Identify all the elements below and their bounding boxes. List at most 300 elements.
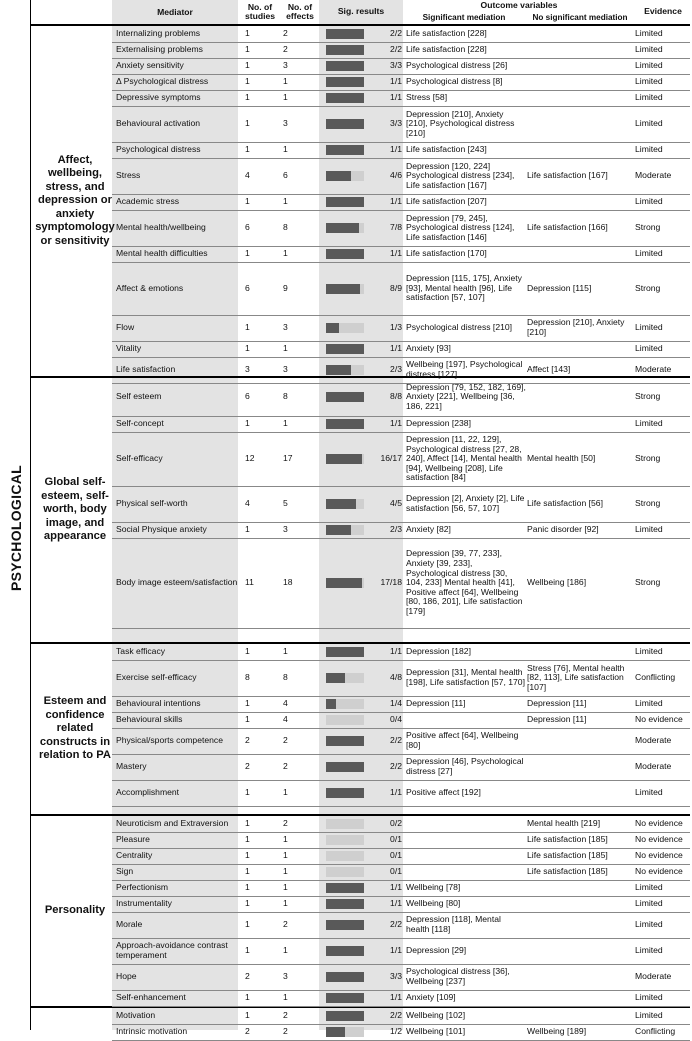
- sig-bar-cell: [326, 754, 366, 780]
- table-row: [112, 1024, 690, 1041]
- evidence-cell: Moderate: [635, 761, 672, 772]
- sig-bar: [326, 344, 364, 354]
- significant-cell: Depression [118], Mental health [118]: [406, 914, 501, 934]
- sig-bar: [326, 920, 364, 930]
- significant-cell: Life satisfaction [207]: [406, 196, 487, 207]
- sig-bar-fill: [326, 61, 364, 71]
- result-cell: 2/2: [390, 919, 402, 930]
- sig-bar: [326, 145, 364, 155]
- studies-cell: 1: [245, 992, 250, 1003]
- studies-cell: 1: [245, 919, 250, 930]
- sig-bar-fill: [326, 77, 364, 87]
- studies-cell: 1: [245, 28, 250, 39]
- effects-cell: 1: [283, 834, 288, 845]
- no-significant-cell: [527, 58, 634, 74]
- header-no-significant: No significant mediation: [532, 12, 628, 22]
- sig-bar: [326, 883, 364, 893]
- evidence-cell: Moderate: [635, 364, 672, 375]
- result-cell: 1/1: [390, 196, 402, 207]
- mediator-cell: Approach-avoidance contrast temperament: [116, 940, 228, 960]
- result-cell: 0/2: [390, 818, 402, 829]
- sig-bar: [326, 284, 364, 294]
- studies-cell: 1: [245, 646, 250, 657]
- table-row: [112, 644, 690, 661]
- effects-cell: 2: [283, 28, 288, 39]
- studies-cell: 1: [245, 60, 250, 71]
- sig-bar-fill: [326, 419, 364, 429]
- evidence-cell: Moderate: [635, 971, 672, 982]
- sig-bar: [326, 454, 364, 464]
- effects-cell: 8: [283, 222, 288, 233]
- sig-bar: [326, 993, 364, 1003]
- sig-bar-fill: [326, 762, 364, 772]
- mediator-cell: Depressive symptoms: [116, 92, 201, 103]
- mediator-cell: Behavioural skills: [116, 714, 183, 725]
- evidence-cell: Strong: [635, 282, 661, 293]
- evidence-cell: Limited: [635, 919, 663, 930]
- evidence-cell: Limited: [635, 418, 663, 429]
- mediator-cell: Internalizing problems: [116, 28, 201, 39]
- mediator-cell: Motivation: [116, 1010, 156, 1021]
- sig-bar: [326, 673, 364, 683]
- sig-bar-cell: [326, 194, 366, 210]
- evidence-cell: Limited: [635, 898, 663, 909]
- sig-bar-fill: [326, 249, 364, 259]
- significant-cell: Anxiety [109]: [406, 992, 456, 1003]
- result-cell: 0/4: [390, 714, 402, 725]
- header-effects: No. of effects: [286, 1, 314, 21]
- table-row: [112, 74, 690, 91]
- effects-cell: 3: [283, 60, 288, 71]
- sig-bar-cell: [326, 712, 366, 728]
- mediator-cell: Externalising problems: [116, 44, 203, 55]
- sig-bar-cell: [326, 938, 366, 964]
- sig-bar-cell: [326, 432, 366, 486]
- effects-cell: 1: [283, 418, 288, 429]
- effects-cell: 1: [283, 248, 288, 259]
- mediator-cell: Behavioural activation: [116, 118, 201, 129]
- evidence-cell: Limited: [635, 524, 663, 535]
- mediator-cell: Self-efficacy: [116, 453, 163, 464]
- table-row: [112, 696, 690, 713]
- studies-cell: 3: [245, 364, 250, 375]
- sig-bar-cell: [326, 315, 366, 341]
- result-cell: 1/1: [390, 898, 402, 909]
- mediator-cell: Life satisfaction: [116, 364, 176, 375]
- table-row: [112, 816, 690, 833]
- significant-cell: [406, 848, 526, 864]
- sig-bar: [326, 899, 364, 909]
- significant-cell: [406, 712, 526, 728]
- effects-cell: 1: [283, 144, 288, 155]
- table-row: [112, 864, 690, 881]
- significant-cell: Anxiety [82]: [406, 524, 451, 535]
- table-row: [112, 246, 690, 263]
- evidence-cell: Limited: [635, 646, 663, 657]
- sig-bar-cell: [326, 158, 366, 194]
- result-cell: 8/9: [390, 282, 402, 293]
- sig-bar-cell: [326, 728, 366, 754]
- mediator-cell: Pleasure: [116, 834, 150, 845]
- sig-bar: [326, 647, 364, 657]
- table-row: [112, 712, 690, 729]
- studies-cell: 1: [245, 850, 250, 861]
- table-row: [112, 938, 690, 965]
- studies-cell: 11: [245, 577, 254, 588]
- evidence-cell: Limited: [635, 92, 663, 103]
- sig-bar: [326, 323, 364, 333]
- effects-cell: 1: [283, 850, 288, 861]
- studies-cell: 2: [245, 971, 250, 982]
- studies-cell: 1: [245, 1010, 250, 1021]
- evidence-cell: Strong: [635, 577, 661, 588]
- table-row: [112, 538, 690, 629]
- no-significant-cell: [527, 754, 634, 780]
- header-mediator: Mediator: [157, 7, 193, 18]
- sig-bar-cell: [326, 780, 366, 806]
- evidence-cell: Limited: [635, 698, 663, 709]
- evidence-cell: Limited: [635, 248, 663, 259]
- mediator-cell: Sign: [116, 866, 134, 877]
- header-studies: No. of studies: [244, 1, 276, 21]
- evidence-cell: Limited: [635, 343, 663, 354]
- result-cell: 2/3: [390, 524, 402, 535]
- effects-cell: 8: [283, 391, 288, 402]
- header-outcome-variables: Outcome variables: [480, 0, 558, 11]
- sig-bar-cell: [326, 378, 366, 416]
- no-significant-cell: Life satisfaction [185]: [527, 866, 608, 877]
- sig-bar-cell: [326, 848, 366, 864]
- significant-cell: Depression [210], Anxiety [210], Psychological distress [210]: [406, 108, 515, 138]
- table-row: [112, 378, 690, 417]
- group-label-self-esteem: Global self-esteem, self-worth, body image, and appearance: [41, 476, 109, 543]
- mediator-cell: Mental health difficulties: [116, 248, 208, 259]
- sig-bar: [326, 1011, 364, 1021]
- mediator-cell: Academic stress: [116, 196, 180, 207]
- table-row: [112, 1008, 690, 1025]
- sig-bar-cell: [326, 912, 366, 938]
- no-significant-cell: [527, 728, 634, 754]
- table-row: [112, 660, 690, 697]
- no-significant-cell: Life satisfaction [185]: [527, 850, 608, 861]
- table-row: [112, 880, 690, 897]
- table-row: [112, 912, 690, 939]
- no-significant-cell: [527, 74, 634, 90]
- sig-bar-fill: [326, 45, 364, 55]
- studies-cell: 1: [245, 866, 250, 877]
- sig-bar: [326, 946, 364, 956]
- sig-bar: [326, 699, 364, 709]
- mediator-cell: Δ Psychological distress: [116, 76, 209, 87]
- evidence-cell: Limited: [635, 992, 663, 1003]
- evidence-cell: Limited: [635, 1010, 663, 1021]
- no-significant-cell: Life satisfaction [167]: [527, 170, 608, 181]
- sig-bar: [326, 499, 364, 509]
- table-row: [112, 432, 690, 487]
- evidence-cell: Limited: [635, 28, 663, 39]
- sig-bar-fill: [326, 578, 362, 588]
- sig-bar-fill: [326, 946, 364, 956]
- mediator-cell: Self-concept: [116, 418, 164, 429]
- evidence-cell: Strong: [635, 391, 661, 402]
- table-header: [0, 0, 692, 24]
- table-row: [112, 728, 690, 755]
- sig-bar: [326, 867, 364, 877]
- studies-cell: 4: [245, 170, 250, 181]
- significant-cell: Wellbeing [101]: [406, 1026, 466, 1037]
- effects-cell: 2: [283, 44, 288, 55]
- no-significant-cell: [527, 378, 634, 416]
- sig-bar-cell: [326, 262, 366, 315]
- sig-bar-fill: [326, 647, 364, 657]
- no-significant-cell: [527, 246, 634, 262]
- category-rule: [30, 0, 31, 1030]
- effects-cell: 17: [283, 453, 293, 464]
- sig-bar-cell: [326, 246, 366, 262]
- no-significant-cell: [527, 644, 634, 660]
- group-label-personality: Personality: [44, 904, 106, 917]
- result-cell: 3/3: [390, 60, 402, 71]
- studies-cell: 1: [245, 76, 250, 87]
- sig-bar-fill: [326, 223, 359, 233]
- result-cell: 1/1: [390, 76, 402, 87]
- mediator-cell: Exercise self-efficacy: [116, 672, 197, 683]
- mediator-cell: Stress: [116, 170, 141, 181]
- sig-bar-fill: [326, 171, 351, 181]
- evidence-cell: Limited: [635, 322, 663, 333]
- effects-cell: 1: [283, 898, 288, 909]
- result-cell: 1/2: [390, 1026, 402, 1037]
- table-row: [112, 990, 690, 1007]
- no-significant-cell: [527, 938, 634, 964]
- result-cell: 8/8: [390, 391, 402, 402]
- sig-bar-fill: [326, 365, 351, 375]
- sig-bar-fill: [326, 972, 364, 982]
- sig-bar-fill: [326, 499, 356, 509]
- significant-cell: Depression [79, 245], Psychological distress [124], Life satisfaction [146]: [406, 212, 515, 242]
- mediator-cell: Flow: [116, 322, 135, 333]
- effects-cell: 3: [283, 364, 288, 375]
- effects-cell: 2: [283, 1010, 288, 1021]
- result-cell: 0/1: [390, 866, 402, 877]
- table-row: [112, 522, 690, 539]
- no-significant-cell: Mental health [219]: [527, 818, 601, 829]
- no-significant-cell: Depression [11]: [527, 714, 587, 725]
- studies-cell: 1: [245, 343, 250, 354]
- sig-bar-fill: [326, 197, 364, 207]
- table-row: [112, 832, 690, 849]
- evidence-cell: Strong: [635, 498, 661, 509]
- table-row: [112, 158, 690, 195]
- sig-bar: [326, 119, 364, 129]
- mediator-cell: Centrality: [116, 850, 153, 861]
- evidence-cell: No evidence: [635, 866, 683, 877]
- effects-cell: 1: [283, 787, 288, 798]
- group-label-affect: Affect, wellbeing, stress, and depression or anxiety symptomology or sensitivity: [35, 153, 115, 247]
- evidence-cell: Limited: [635, 76, 663, 87]
- table-row: [112, 26, 690, 43]
- significant-cell: Psychological distress [36], Wellbeing [237]: [406, 966, 510, 986]
- effects-cell: 2: [283, 919, 288, 930]
- category-label: PSYCHOLOGICAL: [8, 464, 24, 592]
- effects-cell: 4: [283, 714, 288, 725]
- significant-cell: Depression [2], Anxiety [2], Life satisfaction [56, 57, 107]: [406, 493, 525, 513]
- sig-bar-cell: [326, 896, 366, 912]
- table-row: [112, 896, 690, 913]
- significant-cell: [406, 864, 526, 880]
- result-cell: 1/4: [390, 698, 402, 709]
- studies-cell: 2: [245, 1026, 250, 1037]
- sig-bar-fill: [326, 284, 360, 294]
- no-significant-cell: [527, 416, 634, 432]
- table-row: [112, 210, 690, 247]
- effects-cell: 2: [283, 735, 288, 746]
- significant-cell: Depression [46], Psychological distress [27]: [406, 756, 524, 776]
- significant-cell: Depression [238]: [406, 418, 471, 429]
- evidence-cell: Limited: [635, 44, 663, 55]
- table-row: [112, 90, 690, 107]
- sig-bar-fill: [326, 145, 364, 155]
- table-row: [112, 754, 690, 781]
- effects-cell: 1: [283, 866, 288, 877]
- no-significant-cell: [527, 106, 634, 142]
- effects-cell: 1: [283, 646, 288, 657]
- effects-cell: 3: [283, 118, 288, 129]
- sig-bar: [326, 29, 364, 39]
- studies-cell: 1: [245, 92, 250, 103]
- sig-bar-cell: [326, 341, 366, 357]
- mediator-cell: Morale: [116, 919, 143, 930]
- significant-cell: Positive affect [192]: [406, 787, 481, 798]
- sig-bar-fill: [326, 1027, 345, 1037]
- effects-cell: 2: [283, 818, 288, 829]
- significant-cell: Depression [120, 224] Psychological distress [234], Life satisfaction [167]: [406, 160, 515, 190]
- sig-bar: [326, 819, 364, 829]
- no-significant-cell: Panic disorder [92]: [527, 524, 599, 535]
- evidence-cell: Limited: [635, 60, 663, 71]
- evidence-cell: Moderate: [635, 735, 672, 746]
- studies-cell: 1: [245, 818, 250, 829]
- studies-cell: 1: [245, 118, 250, 129]
- mediator-cell: Anxiety sensitivity: [116, 60, 184, 71]
- studies-cell: 1: [245, 698, 250, 709]
- sig-bar: [326, 197, 364, 207]
- result-cell: 2/2: [390, 44, 402, 55]
- sig-bar-cell: [326, 696, 366, 712]
- sig-bar-cell: [326, 964, 366, 990]
- significant-cell: [406, 832, 526, 848]
- result-cell: 4/5: [390, 498, 402, 509]
- result-cell: 1/1: [390, 92, 402, 103]
- result-cell: 17/18: [380, 577, 402, 588]
- sig-bar-cell: [326, 74, 366, 90]
- effects-cell: 8: [283, 672, 288, 683]
- result-cell: 1/1: [390, 992, 402, 1003]
- mediator-cell: Hope: [116, 971, 137, 982]
- sig-bar-cell: [326, 522, 366, 538]
- mediator-cell: Self-enhancement: [116, 992, 186, 1003]
- result-cell: 2/2: [390, 28, 402, 39]
- sig-bar: [326, 851, 364, 861]
- significant-cell: Life satisfaction [228]: [406, 44, 487, 55]
- sig-bar-cell: [326, 1024, 366, 1040]
- no-significant-cell: [527, 1008, 634, 1024]
- sig-bar-cell: [326, 486, 366, 522]
- mediator-cell: Intrinsic motivation: [116, 1026, 188, 1037]
- sig-bar-fill: [326, 699, 336, 709]
- table-row: [112, 315, 690, 342]
- table-row: [112, 58, 690, 75]
- evidence-cell: Conflicting: [635, 1026, 676, 1037]
- header-significant: Significant mediation: [422, 12, 506, 22]
- effects-cell: 1: [283, 196, 288, 207]
- significant-cell: Wellbeing [197], Psychological distress [127]: [406, 359, 523, 379]
- effects-cell: 1: [283, 945, 288, 956]
- evidence-cell: Moderate: [635, 170, 672, 181]
- sig-bar: [326, 93, 364, 103]
- studies-cell: 1: [245, 144, 250, 155]
- studies-cell: 1: [245, 882, 250, 893]
- mediator-cell: Self esteem: [116, 391, 162, 402]
- sig-bar-fill: [326, 1011, 364, 1021]
- mediator-cell: Social Physique anxiety: [116, 524, 207, 535]
- sig-bar-cell: [326, 42, 366, 58]
- significant-cell: Psychological distress [210]: [406, 322, 513, 333]
- significant-cell: Depression [39, 77, 233], Anxiety [39, 233], Psychological distress [30, 104, 233] Mental health [41], Positive affect [64], Wellbeing [80, 186, 201], Life satisfaction [179]: [406, 548, 523, 617]
- mediator-cell: Psychological distress: [116, 144, 201, 155]
- sig-bar-fill: [326, 883, 364, 893]
- mediator-cell: Task efficacy: [116, 646, 166, 657]
- no-significant-cell: Wellbeing [186]: [527, 577, 587, 588]
- significant-cell: Wellbeing [80]: [406, 898, 461, 909]
- no-significant-cell: Stress [76], Mental health [82, 113], Life satisfaction [107]: [527, 662, 625, 692]
- significant-cell: Depression [31], Mental health [198], Life satisfaction [57, 170]: [406, 667, 525, 687]
- no-significant-cell: [527, 341, 634, 357]
- result-cell: 16/17: [380, 453, 402, 464]
- sig-bar: [326, 61, 364, 71]
- studies-cell: 1: [245, 898, 250, 909]
- sig-bar-fill: [326, 323, 339, 333]
- significant-cell: Psychological distress [8]: [406, 76, 503, 87]
- significant-cell: Depression [11, 22, 129], Psychological distress [27, 28, 240], Affect [14], Mental health [94], Wellbeing [208], Life satisfaction [84]: [406, 433, 522, 483]
- table-row: [112, 780, 690, 807]
- sig-bar: [326, 45, 364, 55]
- table-row: [112, 964, 690, 991]
- studies-cell: 6: [245, 222, 250, 233]
- studies-cell: 1: [245, 714, 250, 725]
- effects-cell: 1: [283, 992, 288, 1003]
- result-cell: 2/3: [390, 364, 402, 375]
- studies-cell: 12: [245, 453, 255, 464]
- studies-cell: 8: [245, 672, 250, 683]
- evidence-cell: Limited: [635, 882, 663, 893]
- table-row: [112, 42, 690, 59]
- sig-bar-cell: [326, 990, 366, 1006]
- sig-bar-cell: [326, 106, 366, 142]
- no-significant-cell: [527, 780, 634, 806]
- no-significant-cell: Life satisfaction [185]: [527, 834, 608, 845]
- studies-cell: 6: [245, 282, 250, 293]
- no-significant-cell: [527, 90, 634, 106]
- sig-bar: [326, 171, 364, 181]
- significant-cell: [406, 816, 526, 832]
- result-cell: 0/1: [390, 834, 402, 845]
- sig-bar-fill: [326, 788, 364, 798]
- mediator-cell: Mental health/wellbeing: [116, 222, 206, 233]
- effects-cell: 3: [283, 524, 288, 535]
- result-cell: 1/1: [390, 248, 402, 259]
- significant-cell: Life satisfaction [170]: [406, 248, 487, 259]
